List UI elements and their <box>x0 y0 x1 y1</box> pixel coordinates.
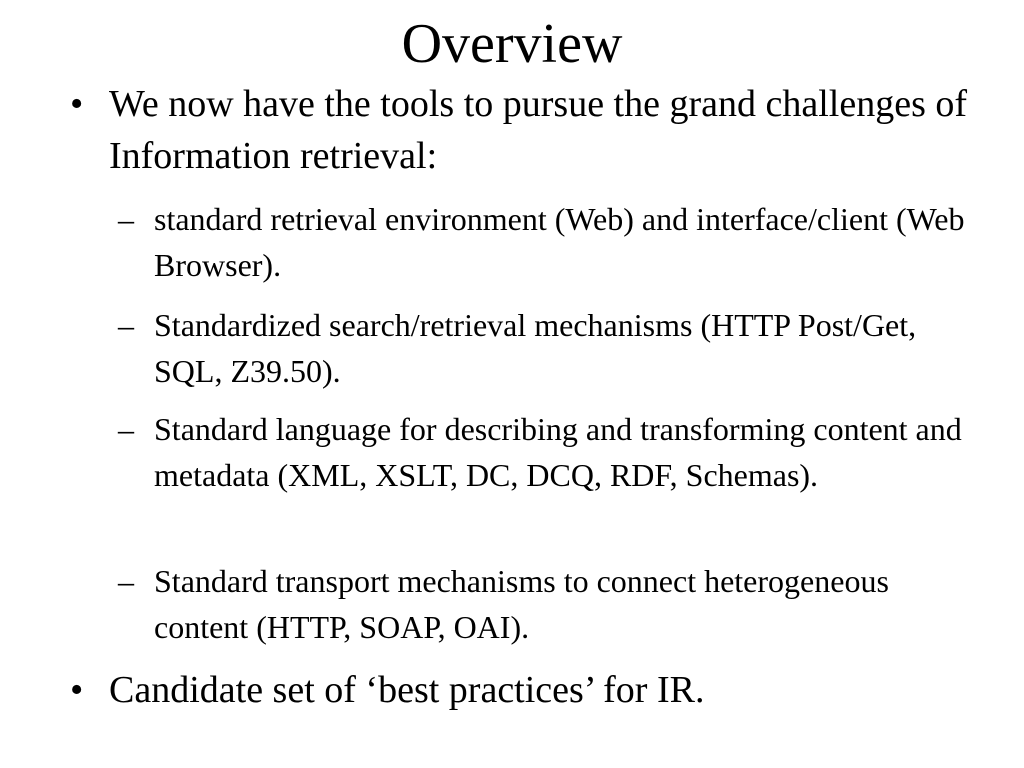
subitem-marker: – <box>118 563 134 599</box>
subitem-transport-mechanisms <box>118 558 988 650</box>
bullet-text: Candidate set of ‘best practices’ for IR. <box>109 669 705 711</box>
bullet-item-best-practices <box>70 664 970 716</box>
subitem-marker: – <box>118 201 134 237</box>
bullet-marker: • <box>70 669 84 711</box>
subitem-retrieval-environment <box>118 196 988 288</box>
subitem-text: Standardized search/retrieval mechanisms (HTTP Post/Get, SQL, Z39.50). <box>154 307 917 389</box>
slide-title: Overview <box>401 13 623 75</box>
bullet-item-tools <box>70 78 970 182</box>
subitem-text: Standard language for describing and transforming content and metadata (XML, XSLT, DC, DCQ, RDF, Schemas). <box>154 411 962 493</box>
subitem-text: standard retrieval environment (Web) and interface/client (Web Browser). <box>154 201 965 283</box>
bullet-marker: • <box>70 83 84 125</box>
subitem-standard-language <box>118 406 988 498</box>
subitem-marker: – <box>118 307 134 343</box>
subitem-marker: – <box>118 411 134 447</box>
subitem-text: Standard transport mechanisms to connect heterogeneous content (HTTP, SOAP, OAI). <box>154 563 889 645</box>
bullet-text: We now have the tools to pursue the grand challenges of Information retrieval: <box>109 83 968 177</box>
subitem-search-mechanisms <box>118 302 988 394</box>
